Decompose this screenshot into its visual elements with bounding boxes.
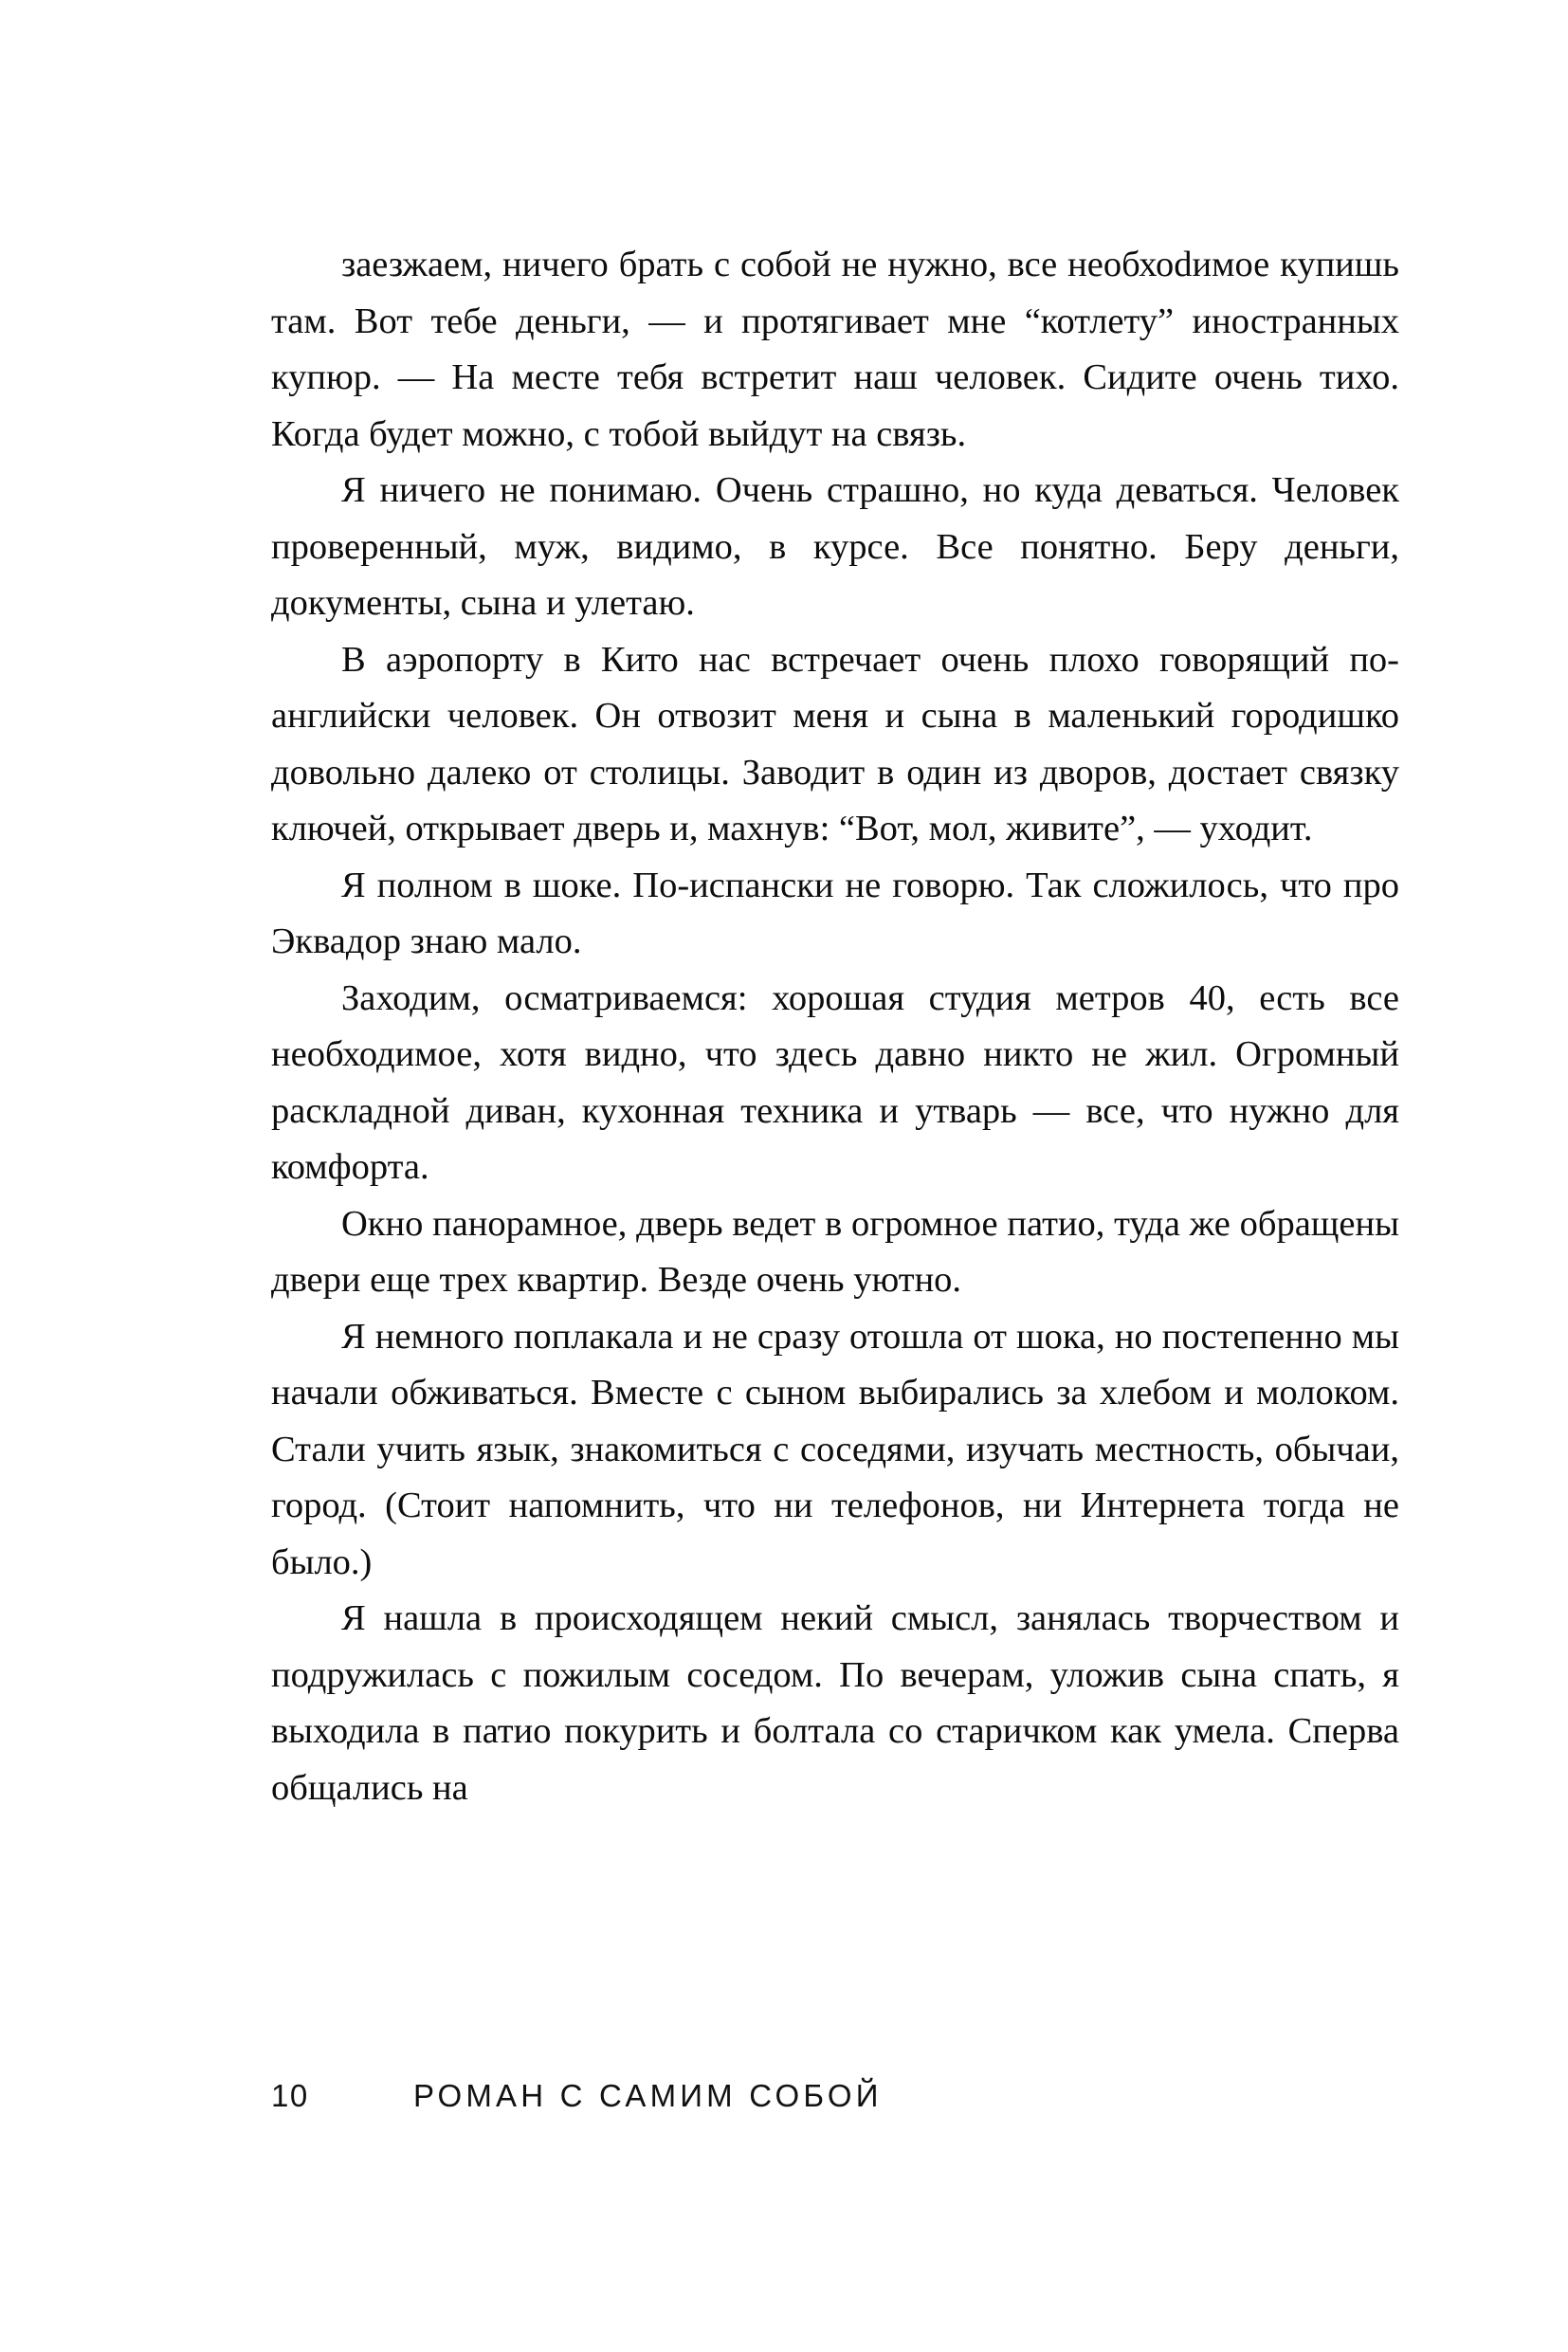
paragraph: Я нашла в происходящем некий смысл, занялась творчеством и подружилась с пожилым соседом. По вечерам, уложив сына спать, я выходила в патио покурить и болтала со старичком как умела. Сперва общались на — [271, 1598, 1399, 1808]
body-text-block — [271, 237, 1399, 1816]
page-number: 10 — [271, 2078, 309, 2113]
page-footer — [271, 2078, 1399, 2114]
running-head: РОМАН С САМИМ СОБОЙ — [413, 2078, 883, 2113]
paragraph: В аэропорту в Кито нас встречает очень плохо говорящий по-английски человек. Он отвозит меня и сына в маленький городишко довольно далеко от столицы. Заводит в один из дворов, достает связку ключей, открывает дверь и, махнув: “Вот, мол, живите”, — уходит. — [271, 639, 1399, 848]
paragraph: заезжаем, ничего брать с собой не нужно, все необхоdимое купишь там. Вот тебе деньги, — и протягивает мне “котлету” иностранных купюр. — На месте тебя встретит наш человек. Сидите очень тихо. Когда будет можно, с тобой выйдут на связь. — [271, 245, 1399, 454]
paragraph: Окно панорамное, дверь ведет в огромное патио, туда же обращены двери еще трех квартир. Везде очень уютно. — [271, 1203, 1399, 1300]
paragraph: Я ничего не понимаю. Очень страшно, но куда деваться. Человек проверенный, муж, видимо, в курсе. Все понятно. Беру деньги, документы, сына и улетаю. — [271, 470, 1399, 623]
paragraph: Я немного поплакала и не сразу отошла от шока, но постепенно мы начали обживаться. Вместе с сыном выбирались за хлебом и молоком. Стали учить язык, знакомиться с соседями, изучать местность, обычаи, город. (Стоит напомнить, что ни телефонов, ни Интернета тогда не было.) — [271, 1316, 1399, 1582]
paragraph: Заходим, осматриваемся: хорошая студия метров 40, есть все необходимое, хотя видно, что здесь давно никто не жил. Огромный раскладной диван, кухонная техника и утварь — все, что нужно для комфорта. — [271, 977, 1399, 1187]
paragraph: Я полном в шоке. По-испански не говорю. Так сложилось, что про Эквадор знаю мало. — [271, 865, 1399, 961]
